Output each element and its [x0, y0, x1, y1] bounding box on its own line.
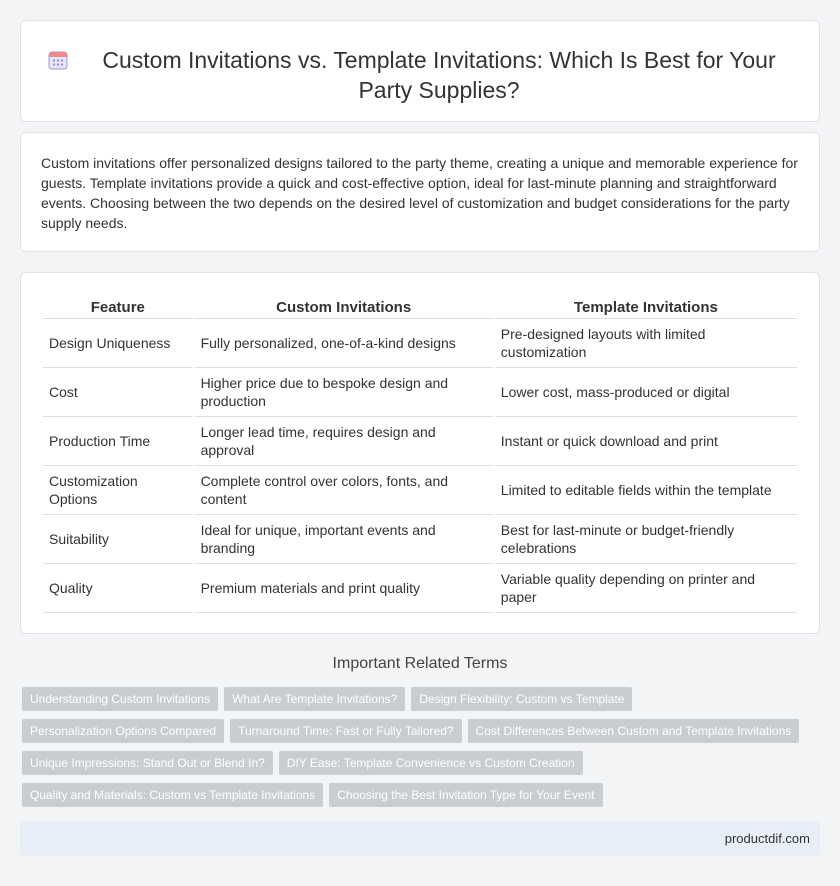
custom-cell: Ideal for unique, important events and branding [195, 515, 493, 564]
table-row [43, 319, 797, 368]
table-row [43, 564, 797, 613]
tag-row [22, 751, 822, 775]
intro-paragraph: Custom invitations offer personalized designs tailored to the party theme, creating a unique and memorable experience for guests. Template invitations provide a quick and cost-effective option, ideal for last-minute planning and straightforward events. Choosing between the two depends on the desired level of customization and budget considerations for the party supply needs. [41, 155, 798, 231]
template-cell: Pre-designed layouts with limited customization [495, 319, 797, 368]
custom-cell: Higher price due to bespoke design and production [195, 368, 493, 417]
table-header-row [43, 293, 797, 319]
table-row [43, 368, 797, 417]
column-header-feature: Feature [43, 293, 193, 319]
related-term-tag[interactable]: Cost Differences Between Custom and Template Invitations [468, 719, 800, 743]
table-row [43, 466, 797, 515]
related-terms-list [22, 687, 822, 815]
related-term-tag[interactable]: Choosing the Best Invitation Type for Your Event [329, 783, 602, 807]
page-title: Custom Invitations vs. Template Invitations: Which Is Best for Your Party Supplies? [102, 47, 776, 103]
feature-cell: Design Uniqueness [43, 319, 193, 368]
template-cell: Best for last-minute or budget-friendly celebrations [495, 515, 797, 564]
template-cell: Variable quality depending on printer and paper [495, 564, 797, 613]
feature-cell: Production Time [43, 417, 193, 466]
related-term-tag[interactable]: Quality and Materials: Custom vs Template Invitations [22, 783, 323, 807]
feature-cell: Customization Options [43, 466, 193, 515]
custom-cell: Premium materials and print quality [195, 564, 493, 613]
custom-cell: Fully personalized, one-of-a-kind designs [195, 319, 493, 368]
intro-card [20, 132, 820, 252]
feature-cell: Suitability [43, 515, 193, 564]
feature-cell: Quality [43, 564, 193, 613]
template-cell: Instant or quick download and print [495, 417, 797, 466]
column-header-custom: Custom Invitations [195, 293, 493, 319]
custom-cell: Complete control over colors, fonts, and content [195, 466, 493, 515]
header-card [20, 20, 820, 122]
related-term-tag[interactable]: What Are Template Invitations? [224, 687, 405, 711]
footer-site-link[interactable]: productdif.com [724, 831, 810, 846]
template-cell: Lower cost, mass-produced or digital [495, 368, 797, 417]
related-term-tag[interactable]: Understanding Custom Invitations [22, 687, 218, 711]
tag-row [22, 783, 822, 807]
comparison-table-card [20, 272, 820, 634]
column-header-template: Template Invitations [495, 293, 797, 319]
custom-cell: Longer lead time, requires design and approval [195, 417, 493, 466]
related-term-tag[interactable]: Turnaround Time: Fast or Fully Tailored? [230, 719, 461, 743]
related-term-tag[interactable]: Personalization Options Compared [22, 719, 224, 743]
footer [20, 822, 820, 856]
related-term-tag[interactable]: DIY Ease: Template Convenience vs Custom Creation [279, 751, 583, 775]
related-terms-heading: Important Related Terms [332, 655, 508, 672]
feature-cell: Cost [43, 368, 193, 417]
related-term-tag[interactable]: Design Flexibility: Custom vs Template [411, 687, 632, 711]
related-term-tag[interactable]: Unique Impressions: Stand Out or Blend In? [22, 751, 273, 775]
table-row [43, 417, 797, 466]
table-row [43, 515, 797, 564]
tag-row [22, 687, 822, 711]
tag-row [22, 719, 822, 743]
comparison-table [41, 293, 799, 613]
template-cell: Limited to editable fields within the template [495, 466, 797, 515]
